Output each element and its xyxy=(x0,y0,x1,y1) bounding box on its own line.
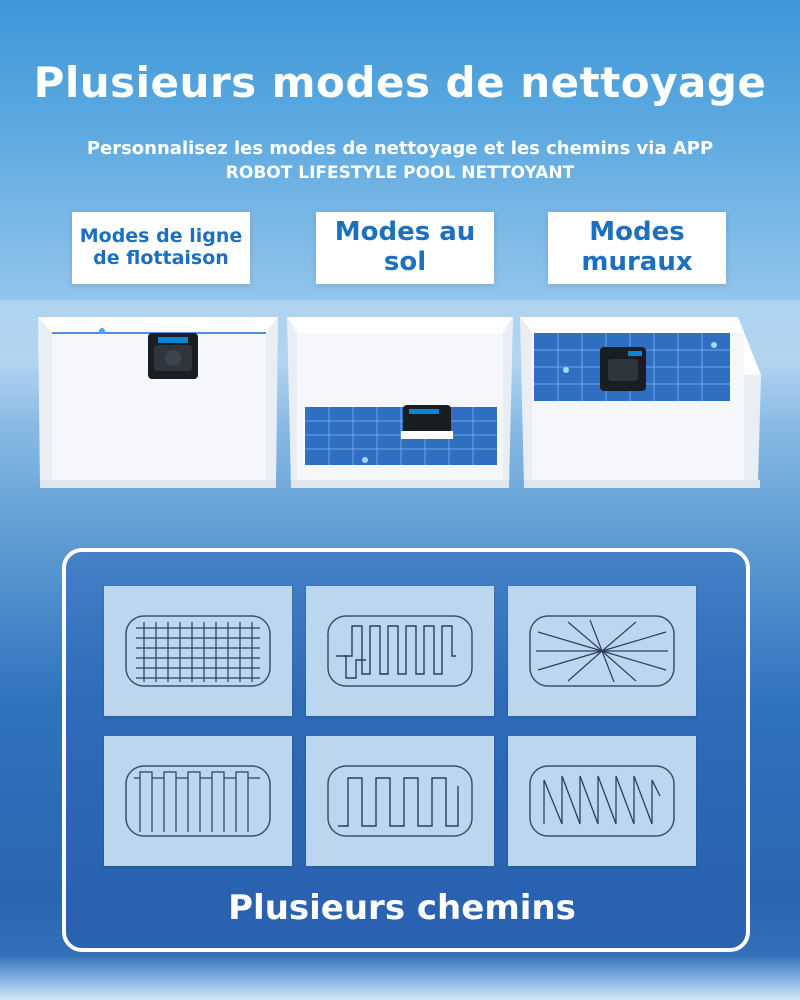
grid-path-icon xyxy=(104,586,292,716)
page-subtitle: Personnalisez les modes de nettoyage et les chemins via APP xyxy=(86,138,714,159)
path-tile-radial xyxy=(508,586,696,716)
pool-floor-illustration xyxy=(285,315,515,490)
pool-wall-illustration xyxy=(518,315,763,490)
paths-title: Plusieurs chemins xyxy=(228,888,576,928)
diagonal-zigzag-path-icon xyxy=(508,736,696,866)
mode-label-waterline: Modes de ligne de flottaison xyxy=(72,212,250,284)
page-subtitle-brand: ROBOT LIFESTYLE POOL NETTOYANT xyxy=(225,163,575,183)
vertical-comb-path-icon xyxy=(104,736,292,866)
mode-label-wall: Modes muraux xyxy=(548,212,726,284)
pool-waterline-illustration xyxy=(30,315,280,490)
path-tile-diagonal-zigzag xyxy=(508,736,696,866)
water-surface xyxy=(0,955,800,1000)
square-zigzag-path-icon xyxy=(306,586,494,716)
path-tile-vertical-comb xyxy=(104,736,292,866)
path-tile-serpentine xyxy=(306,736,494,866)
robot-icon xyxy=(148,333,198,379)
radial-path-icon xyxy=(508,586,696,716)
robot-icon xyxy=(600,347,646,391)
page-title: Plusieurs modes de nettoyage xyxy=(33,58,767,107)
path-tile-square-zigzag xyxy=(306,586,494,716)
path-tile-grid xyxy=(104,586,292,716)
serpentine-path-icon xyxy=(306,736,494,866)
mode-label-floor: Modes au sol xyxy=(316,212,494,284)
robot-icon xyxy=(401,405,453,439)
